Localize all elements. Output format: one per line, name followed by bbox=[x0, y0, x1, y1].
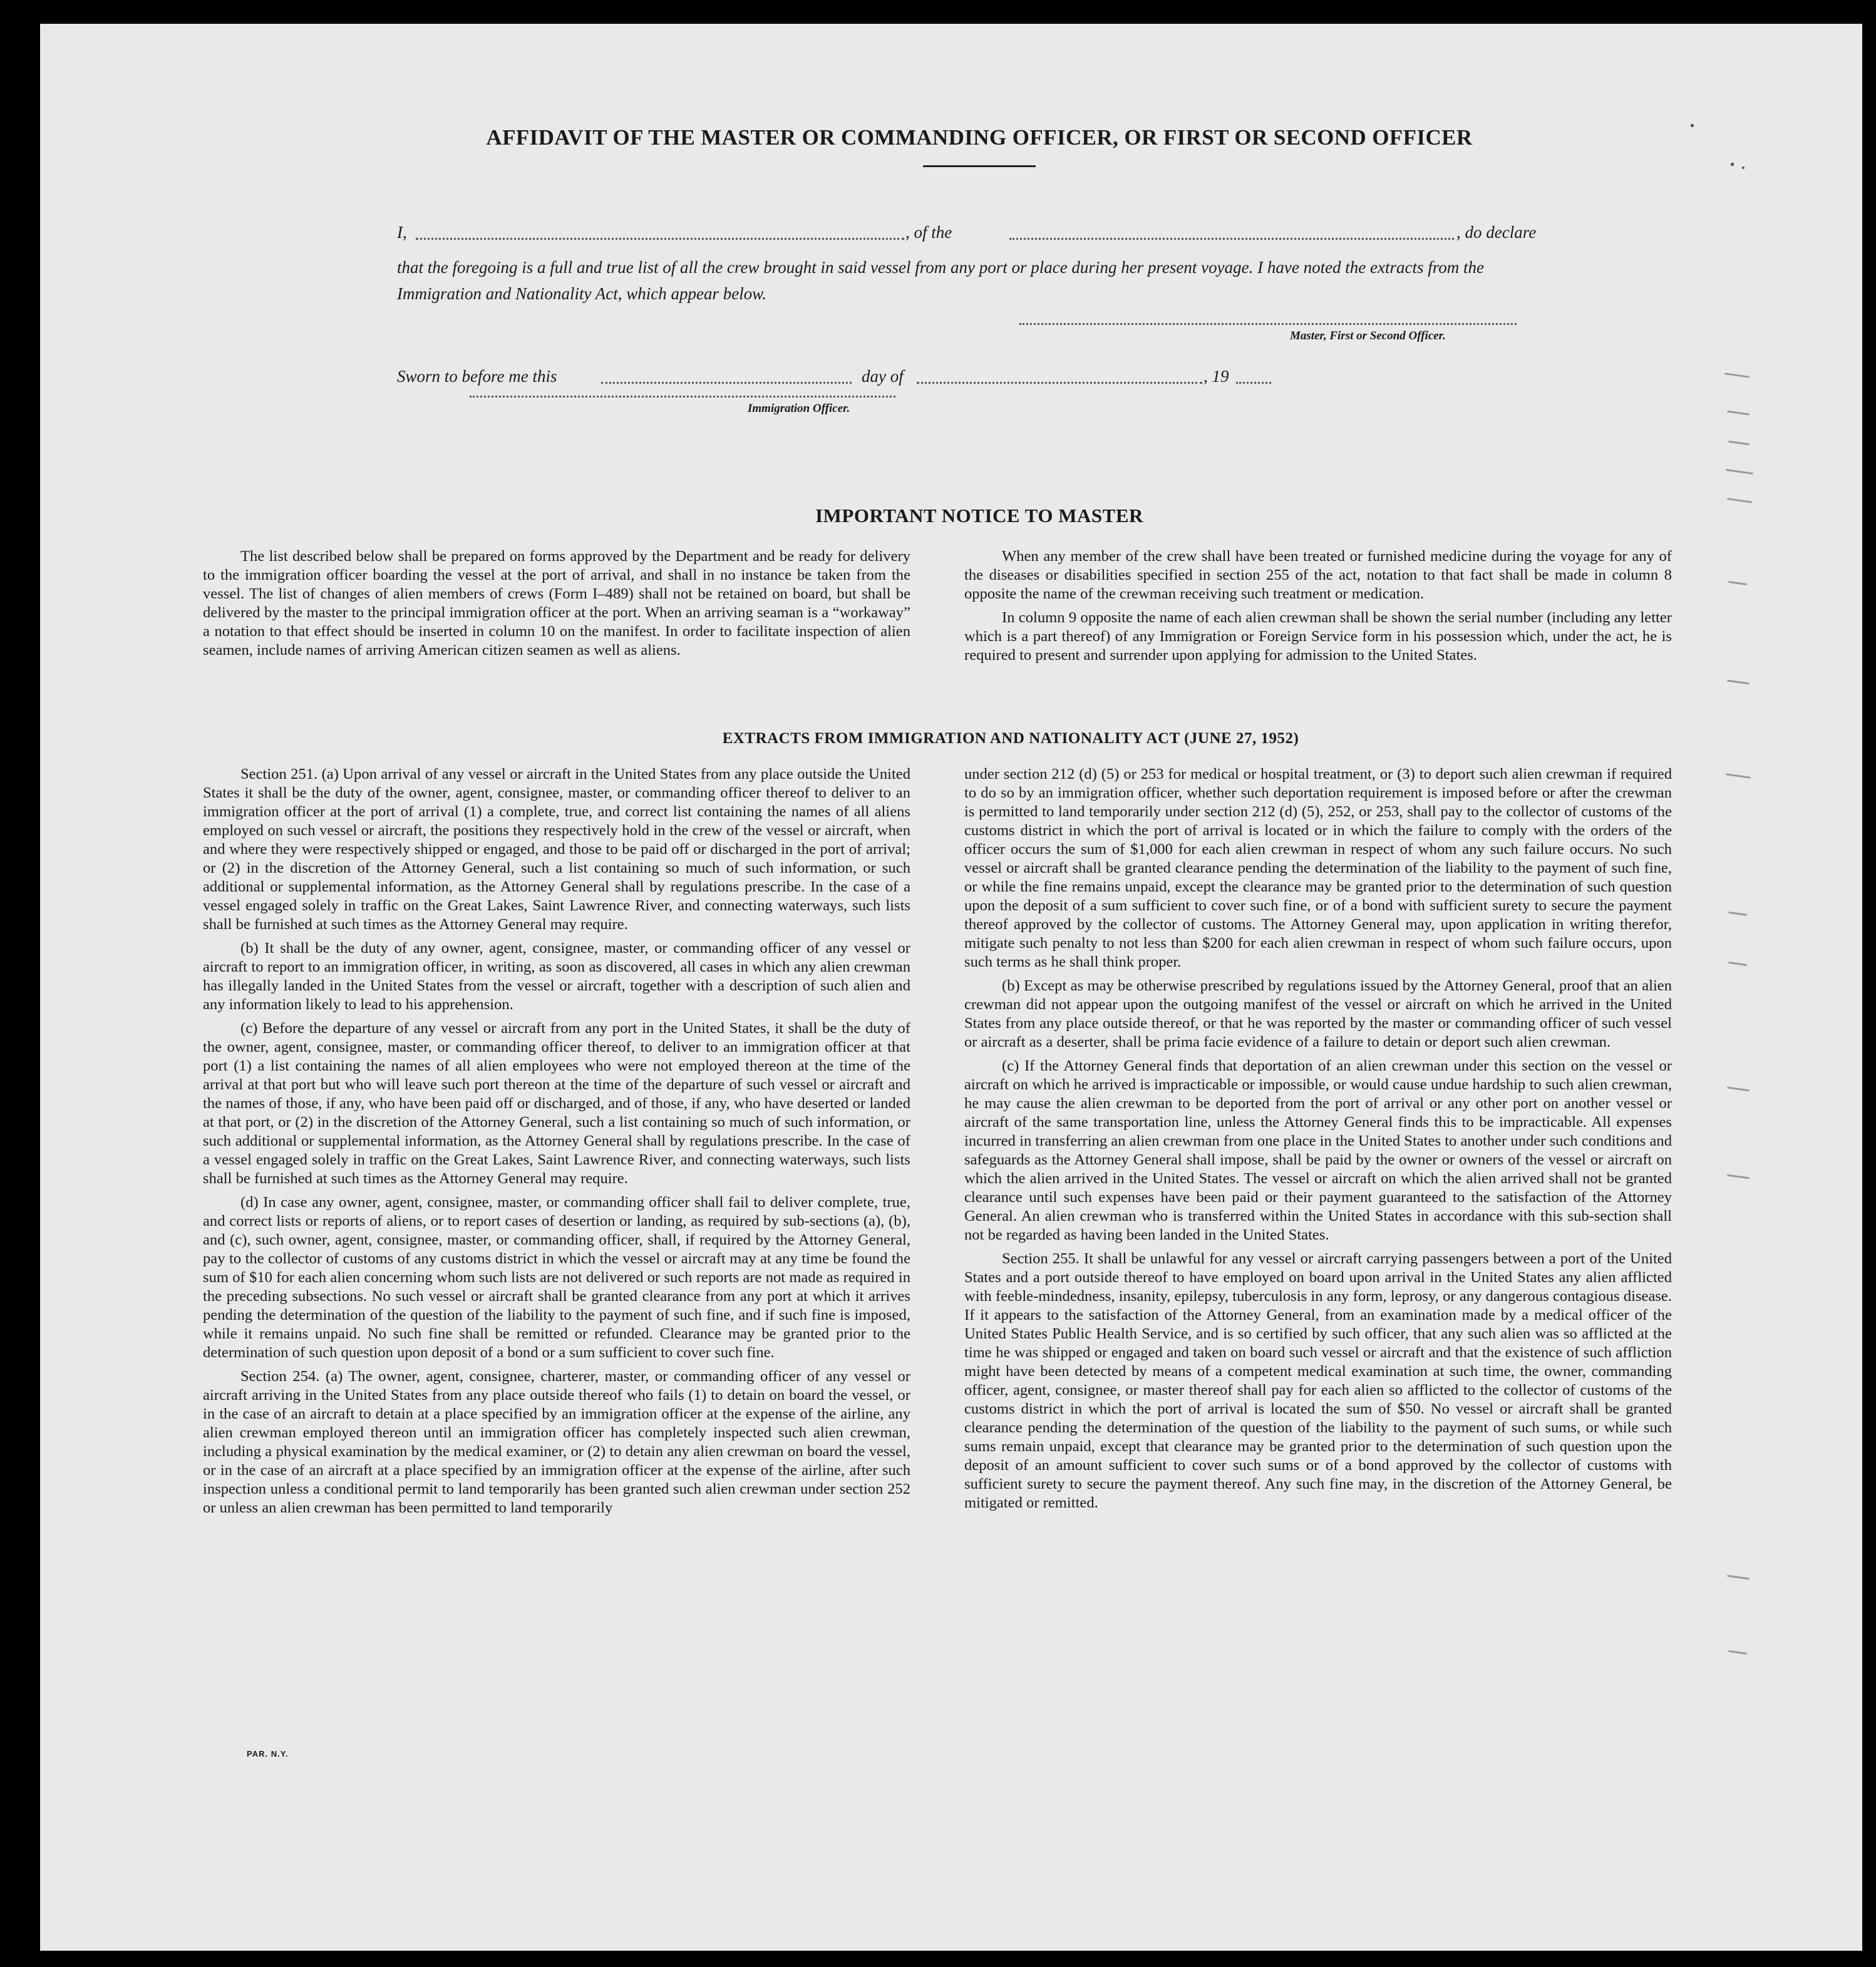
extracts-right-column bbox=[964, 765, 1672, 1518]
extracts-left-column bbox=[203, 765, 910, 1523]
printer-imprint: PAR. N.Y. bbox=[247, 1749, 289, 1759]
notice-right-column bbox=[964, 547, 1672, 670]
affidavit-title: AFFIDAVIT OF THE MASTER OR COMMANDING OFFICER, OR FIRST OR SECOND OFFICER bbox=[486, 125, 1473, 150]
of-the-label: , of the bbox=[905, 223, 952, 242]
margin-mark bbox=[1727, 1575, 1750, 1580]
sworn-prefix: Sworn to before me this bbox=[397, 367, 557, 386]
margin-mark bbox=[1727, 411, 1750, 416]
scan-speck bbox=[1691, 124, 1694, 127]
margin-mark bbox=[1727, 1174, 1750, 1179]
margin-mark bbox=[1726, 773, 1751, 779]
extract-paragraph: Section 251. (a) Upon arrival of any vessel or aircraft in the United States from any place outside the United States it shall be the duty of the owner, agent, consignee, master, or commanding officer thereof to deliver to an immigration officer at the port of arrival (1) a complete, true, and correct list containing the names of all aliens employed on such vessel or aircraft, the positions they respectively hold in the crew of the vessel or aircraft, when and where they were respectively shipped or engaged, and those to be paid off or discharged in the port of arrival; or (2) in the discretion of the Attorney General, such a list containing so much of such information, or such additional or supplemental information, as the Attorney General shall by regulations prescribe. In the case of a vessel engaged solely in traffic on the Great Lakes, Saint Lawrence River, and connecting waterways, such lists shall be furnished at such times as the Attorney General may require. bbox=[203, 766, 910, 933]
margin-mark bbox=[1728, 962, 1747, 966]
notice-paragraph: In column 9 opposite the name of each alien crewman shall be shown the serial number (including any letter which is a part thereof) of any Immigration or Foreign Service form in his possession which, under the act, he is required to present and surrender upon applying for admission to the United States. bbox=[964, 609, 1672, 664]
margin-mark bbox=[1728, 581, 1747, 585]
notice-left-column bbox=[203, 547, 910, 665]
margin-mark bbox=[1727, 498, 1752, 503]
day-of-label: day of bbox=[862, 367, 904, 386]
extract-paragraph: (c) Before the departure of any vessel or aircraft from any port in the United States, it shall be the duty of the owner, agent, consignee, master, or commanding officer thereof, to deliver to an immigration officer at that port (1) a list containing the names of all alien employees who were not employed thereon at the time of the arrival at that port but who will leave such port thereon at the time of the departure of such vessel or aircraft and the names of those, if any, who have been paid off or discharged, and of those, if any, who have deserted or landed at that port, or (2) in the discretion of the Attorney General, such a list containing so much of such information, or such additional or supplemental information, as the Attorney General shall by regulations prescribe. In the case of a vessel engaged solely in traffic on the Great Lakes, Saint Lawrence River, and connecting waterways, such lists shall be furnished at such times as the Attorney General may require. bbox=[203, 1020, 910, 1187]
declarant-line bbox=[397, 223, 1562, 248]
notice-paragraph: When any member of the crew shall have been treated or furnished medicine during the voyage for any of the diseases or disabilities specified in section 255 of the act, notation to that fact shall be made in column 8 opposite the name of the crewman receiving such treatment or medication. bbox=[964, 548, 1672, 602]
extract-paragraph: Section 254. (a) The owner, agent, consignee, charterer, master, or commanding officer of any vessel or aircraft arriving in the United States from any place outside thereof who fails (1) to detain on board the vessel, or in the case of an aircraft to detain at a place specified by an immigration officer at the expense of the airline, any alien crewman employed thereon until an immigration officer has completely inspected such alien crewman, including a physical examination by the medical examiner, or (2) to detain any alien crewman on board the vessel, or in the case of an aircraft at a place specified by an immigration officer at the expense of the airline, after such inspection unless a conditional permit to land temporarily has been granted such alien crewman under section 252 or unless an alien crewman has been permitted to land temporarily bbox=[203, 1368, 910, 1516]
officer-signature-caption: Immigration Officer. bbox=[748, 402, 850, 415]
margin-mark bbox=[1728, 1650, 1747, 1655]
sworn-day-field[interactable] bbox=[601, 382, 852, 384]
extract-paragraph: (d) In case any owner, agent, consignee, master, or commanding officer shall fail to deliver complete, true, and correct lists or reports of aliens, or to report cases of desertion or landing, as required by sub-sections (a), (b), and (c), such owner, agent, consignee, master, or commanding officer, shall, if required by the Attorney General, pay to the collector of customs of any customs district in which the vessel or aircraft may at any time be found the sum of $10 for each alien concerning whom such lists are not delivered or such reports are not made as required in the preceding subsections. No such vessel or aircraft shall be granted clearance from any port at which it arrives pending the determination of the question of the liability to the payment of such fine, and if such fine is imposed, while it remains unpaid. No such fine shall be remitted or refunded. Clearance may be granted prior to the determination of such question upon deposit of a bond or a sum sufficient to cover such fine. bbox=[203, 1194, 910, 1361]
margin-mark bbox=[1728, 441, 1750, 446]
declarant-prefix: I, bbox=[397, 223, 407, 242]
declaration-text: that the foregoing is a full and true list of all the crew brought in said vessel from any port or place during her present voyage. I have noted the extracts from the Immigration and Nationality Act, which appear below. bbox=[397, 258, 1485, 303]
extract-paragraph: under section 212 (d) (5) or 253 for medical or hospital treatment, or (3) to deport such alien crewman if required to do so by an immigration officer, whether such deportation requirement is imposed before or after the crewman is permitted to land temporarily under section 212 (d) (5), 252, or 253, shall pay to the collector of customs of the customs district in which the port of arrival is located or in which the failure to comply with the orders of the officer occurs the sum of $1,000 for each alien crewman in respect of whom any such failure occurs. No such vessel or aircraft shall be granted clearance pending the determination of the liability to the payment of such fine, or while the fine remains unpaid, except the clearance may be granted prior to the determination of such question upon the deposit of a sum sufficient to cover such fine, or of a bond with sufficient surety to secure the payment thereof approved by the collector of customs. The Attorney General may, upon application in writing therefor, mitigate such penalty to not less than $200 for each alien crewman in respect of whom such failure occurs, upon such terms as he shall think proper. bbox=[964, 766, 1672, 970]
margin-mark bbox=[1724, 372, 1750, 378]
scan-speck bbox=[1731, 163, 1734, 166]
extract-paragraph: (b) Except as may be otherwise prescribed by regulations issued by the Attorney General, proof that an alien crewman did not appear upon the outgoing manifest of the vessel or aircraft on which he arrived in the United States from any place outside thereof, or that he was reported by the master or commanding officer of such vessel or aircraft as a deserter, shall be prima facie evidence of a failure to detain or deport such alien crewman. bbox=[964, 977, 1672, 1050]
year-prefix: , 19 bbox=[1203, 367, 1229, 386]
officer-signature-field[interactable] bbox=[470, 396, 895, 398]
sworn-year-field[interactable] bbox=[1236, 382, 1271, 384]
declare-label: , do declare bbox=[1456, 223, 1537, 242]
title-rule bbox=[923, 165, 1036, 167]
document-page bbox=[40, 24, 1862, 1951]
master-signature-caption: Master, First or Second Officer. bbox=[1290, 329, 1446, 342]
notice-title: IMPORTANT NOTICE TO MASTER bbox=[815, 505, 1143, 526]
extracts-title: EXTRACTS FROM IMMIGRATION AND NATIONALITY ACT (JUNE 27, 1952) bbox=[722, 730, 1299, 747]
extract-paragraph: (b) It shall be the duty of any owner, agent, consignee, master, or commanding officer of any vessel or aircraft to report to an immigration officer, in writing, as soon as discovered, all cases in which any alien crewman has illegally landed in the United States from the vessel or aircraft, together with a description of such alien and any information likely to lead to his apprehension. bbox=[203, 940, 910, 1013]
margin-mark bbox=[1726, 469, 1753, 475]
scan-speck bbox=[1742, 167, 1745, 169]
margin-mark bbox=[1727, 680, 1750, 685]
notice-paragraph: The list described below shall be prepared on forms approved by the Department and be ready for delivery to the immigration officer boarding the vessel at the port of arrival, and shall in no instance be taken from the vessel. The list of changes of alien members of crews (Form I–489) shall not be retained on board, but shall be delivered by the master to the principal immigration officer at the port. When an arriving seaman is a “workaway” a notation to that effect should be inserted in column 10 on the manifest. In order to facilitate inspection of alien seamen, include names of arriving American citizen seamen as well as aliens. bbox=[203, 548, 910, 659]
extract-paragraph: (c) If the Attorney General finds that deportation of an alien crewman under this section on the vessel or aircraft on which he arrived is impracticable or impossible, or would cause undue hardship to such alien crewman, he may cause the alien crewman to be deported from the port of arrival or any other port on another vessel or aircraft of the same transportation line, unless the Attorney General finds this to be impracticable. All expenses incurred in transferring an alien crewman from one place in the United States to another under such conditions and safeguards as the Attorney General shall impose, shall be paid by the owner or owners of the vessel or aircraft on which the alien arrived in the United States. The vessel or aircraft on which the alien arrived shall not be granted clearance until such expenses have been paid or their payment guaranteed to the satisfaction of the Attorney General. An alien crewman who is transferred within the United States in accordance with this sub-section shall not be regarded as having been landed in the United States. bbox=[964, 1057, 1672, 1243]
extract-paragraph: Section 255. It shall be unlawful for any vessel or aircraft carrying passengers between a port of the United States and a port outside thereof to have employed on board upon arrival in the United States any alien afflicted with feeble-mindedness, insanity, epilepsy, tuberculosis in any form, leprosy, or any dangerous contagious disease. If it appears to the satisfaction of the Attorney General, from an examination made by a medical officer of the United States Public Health Service, and is so certified by such officer, that any such alien was so afflicted at the time he was shipped or engaged and taken on board such vessel or aircraft and that the existence of such affliction might have been detected by means of a competent medical examination at such time, the owner, commanding officer, agent, consignee, or master thereof shall pay for each alien so afflicted to the collector of customs of the customs district in which the port of arrival is located the sum of $50. No vessel or aircraft shall be granted clearance pending the determination of the question of the liability to the payment of such sums, or while such sums remain unpaid, except that clearance may be granted prior to the determination of such question upon the deposit of an amount sufficient to cover such sums or of a bond approved by the collector of customs with sufficient surety to secure the payment thereof. Any such fine may, in the discretion of the Attorney General, be mitigated or remitted. bbox=[964, 1250, 1672, 1511]
master-signature-field[interactable] bbox=[1019, 323, 1517, 325]
vessel-name-field[interactable] bbox=[1009, 238, 1454, 240]
margin-mark bbox=[1728, 912, 1747, 916]
margin-mark bbox=[1727, 1087, 1750, 1092]
sworn-month-field[interactable] bbox=[917, 382, 1202, 384]
declarant-name-field[interactable] bbox=[416, 238, 904, 240]
